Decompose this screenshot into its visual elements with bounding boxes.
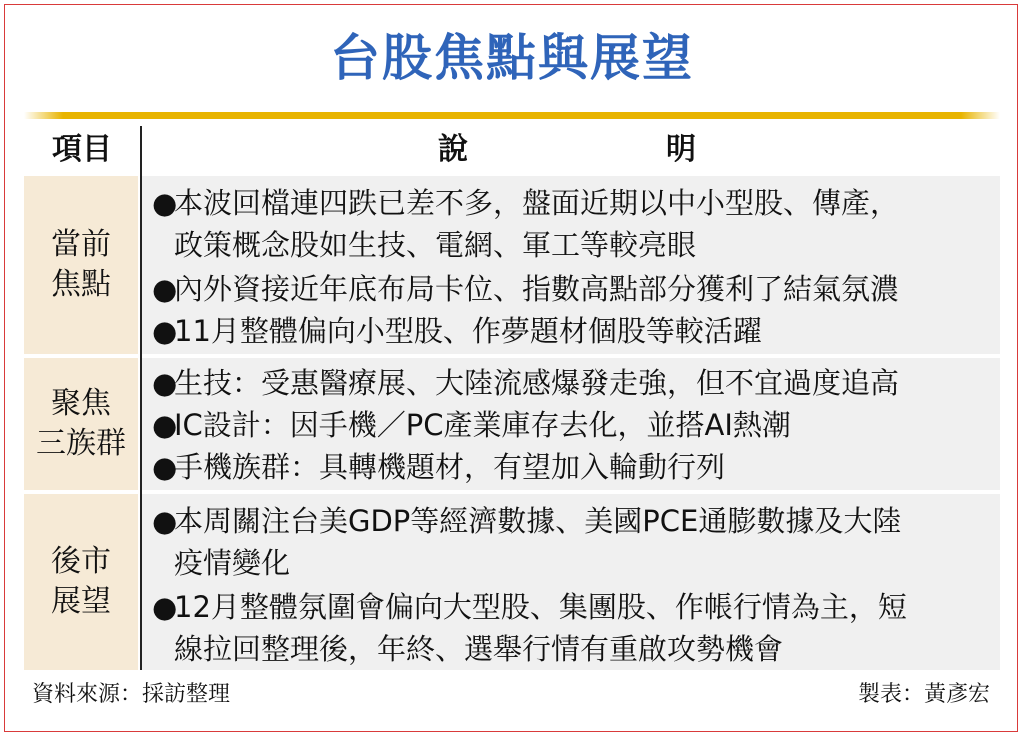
header-desc-char-1: 說 <box>438 132 468 167</box>
list-item <box>152 446 725 488</box>
row-label-line: 三族群 <box>36 426 126 461</box>
row-body-outlook <box>142 494 1000 670</box>
row-body-focus-groups <box>142 358 1000 490</box>
source-note: 資料來源：採訪整理 <box>32 682 231 707</box>
row-label-line: 後市 <box>51 544 111 579</box>
bullet-icon: ● <box>152 504 178 538</box>
row-label-current-focus <box>24 176 138 354</box>
list-item <box>152 268 899 310</box>
header-description <box>142 126 1000 174</box>
bullet-text: 生技：受惠醫療展、大陸流感爆發走強，但不宜過度追高 <box>174 366 900 400</box>
bullet-text: 本周關注台美GDP等經濟數據、美國PCE通膨數據及大陸 <box>174 504 902 538</box>
list-item <box>152 500 901 584</box>
bullet-icon: ● <box>152 450 178 484</box>
row-body-current-focus <box>142 176 1000 354</box>
bullet-text-cont: 線拉回整理後，年終、選舉行情有重啟攻勢機會 <box>174 632 784 666</box>
bullet-icon: ● <box>152 408 178 442</box>
list-item <box>152 586 907 670</box>
bullet-text: 12月整體氛圍會偏向大型股、集團股、作帳行情為主，短 <box>174 590 907 624</box>
bullet-text: 本波回檔連四跌已差不多，盤面近期以中小型股、傳產， <box>174 186 900 220</box>
author-credit: 製表：黃彥宏 <box>857 682 990 707</box>
bullet-icon: ● <box>152 186 178 220</box>
bullet-text: IC設計：因手機／PC產業庫存去化，並搭AI熱潮 <box>174 408 791 442</box>
bullet-text-cont: 疫情變化 <box>174 546 291 580</box>
row-label-focus-groups <box>24 358 138 490</box>
title-divider <box>24 112 1000 119</box>
bullet-text: 手機族群：具轉機題材，有望加入輪動行列 <box>174 450 726 484</box>
bullet-text-cont: 政策概念股如生技、電網、軍工等較亮眼 <box>174 228 697 262</box>
bullet-icon: ● <box>152 366 178 400</box>
bullet-text: 11月整體偏向小型股、作夢題材個股等較活躍 <box>174 314 762 348</box>
header-desc-char-2: 明 <box>666 132 696 167</box>
list-item <box>152 182 899 266</box>
bullet-icon: ● <box>152 272 178 306</box>
row-label-line: 展望 <box>51 584 111 619</box>
row-label-line: 聚焦 <box>51 386 111 421</box>
bullet-icon: ● <box>152 314 178 348</box>
header-item: 項目 <box>52 132 112 167</box>
list-item <box>152 362 899 404</box>
page-title: 台股焦點與展望 <box>330 29 694 87</box>
row-label-line: 焦點 <box>51 267 111 302</box>
row-label-line: 當前 <box>51 227 111 262</box>
column-divider <box>140 126 142 670</box>
list-item <box>152 310 762 352</box>
bullet-icon: ● <box>152 590 178 624</box>
bullet-text: 內外資接近年底布局卡位、指數高點部分獲利了結氣氛濃 <box>174 272 900 306</box>
list-item <box>152 404 791 446</box>
row-label-outlook <box>24 494 138 670</box>
